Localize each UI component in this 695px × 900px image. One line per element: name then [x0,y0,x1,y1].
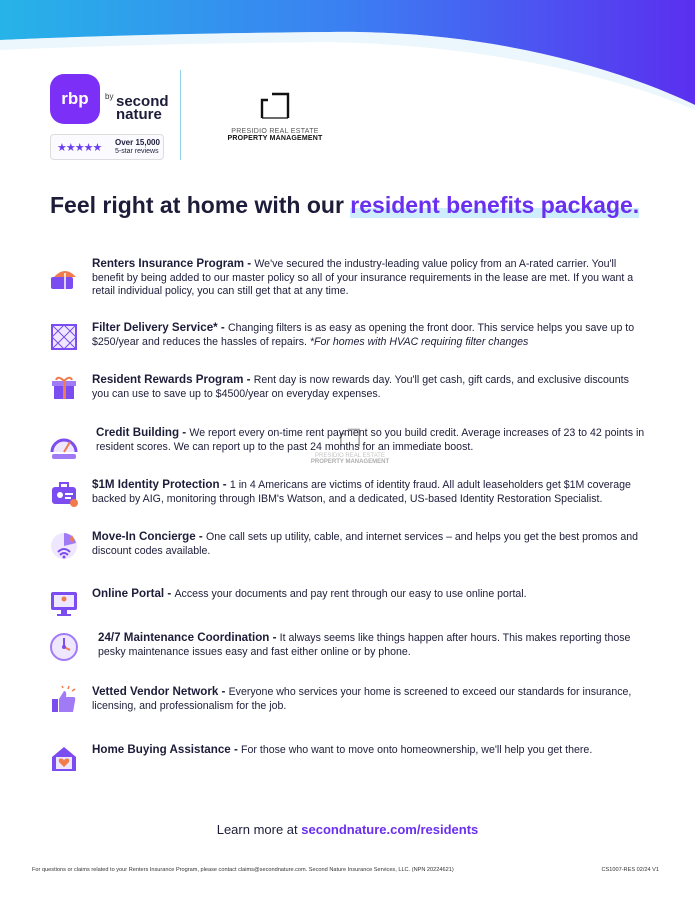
benefit-description: Changing filters is as easy as opening the front door. This service helps you save up to $250/year and reduces the hassles of repairs. [92,322,635,348]
benefit-text [92,373,648,401]
monitor-portal-icon [48,587,80,619]
benefit-name: Credit Building - [96,426,190,439]
footer-disclaimer: For questions or claims related to your Renters Insurance Program, please contact claims@secondnature.com. Second Nature Insurance Services, LLC. (NPN 20224621) [32,867,454,873]
clock-icon [48,631,80,663]
watermark-mark-icon [338,428,362,448]
thumbs-up-icon [48,685,80,717]
learn-more-link[interactable]: secondnature.com/residents [301,822,479,837]
logo-header [50,70,650,170]
benefit-description: Access your documents and pay rent through our easy to use online portal. [174,588,527,600]
presidio-logo [220,92,330,142]
benefit-name: Online Portal - [92,587,175,600]
benefit-name: Resident Rewards Program - [92,373,254,386]
benefit-name: Filter Delivery Service* - [92,321,228,334]
benefit-name: Vetted Vendor Network - [92,685,229,698]
home-heart-icon [48,743,80,775]
benefit-description: Rent day is now rewards day. You'll get cash, gift cards, and exclusive discounts you can use to save up to $4500/year on everyday expenses. [92,374,629,400]
benefit-text [92,743,648,758]
title-highlight: resident benefits package. [350,192,640,218]
watermark-line2: PROPERTY MANAGEMENT [310,459,390,465]
filter-icon [48,321,80,353]
reviews-text [115,139,160,156]
rbp-second-nature-logo [50,74,170,134]
page-title [50,192,639,219]
benefit-description: We've secured the industry-leading value policy from an A-rated carrier. You'll benefit by being added to our master policy so all of your insurance requirements in the lease are met. If you want a retail individual policy, you can still get that at any time. [92,258,634,298]
learn-more-prefix: Learn more at [216,822,302,837]
learn-more [0,822,695,837]
watermark-line1: PRESIDIO REAL ESTATE [315,453,385,459]
benefit-text [92,321,648,349]
title-prefix: Feel right at home with our [50,192,351,218]
benefit-name: Home Buying Assistance - [92,743,242,756]
benefit-description: We report every on-time rent payment so you build credit. Average increases of 23 to 42 points in resident scores. We can report up to the past 24 months for an immediate boost. [96,427,645,453]
benefit-description: 1 in 4 Americans are victims of identity fraud. All adult leaseholders get $1M coverage backed by AIG, monitoring through IBM's Watson, and a dedicated, US-based Identity Restoration Specialist. [92,479,631,505]
umbrella-house-icon [48,263,80,295]
credit-gauge-icon [48,430,80,462]
benefit-text [92,478,648,506]
benefit-description: Everyone who services your home is screened to exceed our standards for insurance, licensing, and professionalism for the job. [92,686,632,712]
benefit-description: For those who want to move onto homeownership, we'll help you get there. [241,744,593,756]
presidio-watermark [300,428,400,465]
gift-icon [48,373,80,405]
reviews-count: Over 15,000 [115,138,160,147]
benefit-text [92,530,648,558]
benefit-name: Renters Insurance Program - [92,257,255,270]
five-star-icon: ★★★★★ [57,142,102,154]
benefit-name: $1M Identity Protection - [92,478,230,491]
presidio-mark-icon [258,92,292,120]
benefit-description: One call sets up utility, cable, and internet services – and helps you get the best promos and discount codes available. [92,531,639,557]
logo-divider [180,70,181,160]
presidio-subtitle: PROPERTY MANAGEMENT [227,135,323,142]
benefit-text [98,631,648,659]
benefit-name: Move-In Concierge - [92,530,207,543]
benefit-name: 24/7 Maintenance Coordination - [98,631,280,644]
reviews-badge [50,134,164,160]
benefit-note: *For homes with HVAC requiring filter changes [309,335,529,348]
logo-by-text: by [105,92,114,101]
identity-briefcase-icon [48,478,80,510]
benefit-description: It always seems like things happen after hours. This makes reporting those pesky maintenance issues easy and fast either online or by phone. [98,632,631,658]
concierge-wifi-icon [48,530,80,562]
benefit-text [92,587,648,602]
document-code: CS1007-RES 02/24 V1 [601,867,659,873]
rbp-badge: rbp [50,74,100,124]
second-nature-wordmark: second nature [116,93,169,123]
benefit-text [92,257,648,299]
presidio-name: PRESIDIO REAL ESTATE [231,128,319,135]
benefit-text [92,685,648,713]
reviews-sub: 5-star reviews [115,148,159,155]
